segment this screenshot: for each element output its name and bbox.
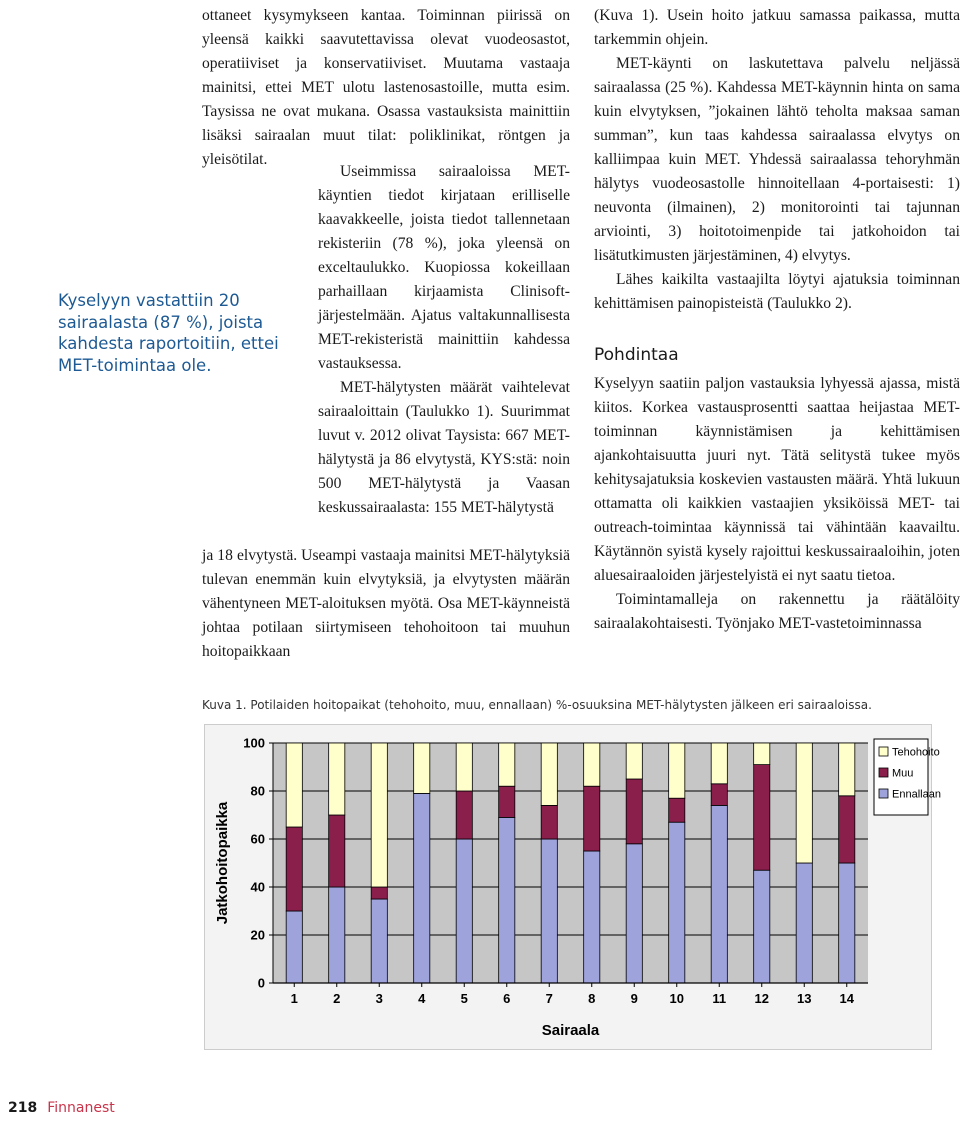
- bar-segment-ennallaan: [541, 839, 557, 983]
- bar-segment-ennallaan: [626, 844, 642, 983]
- bar-segment-ennallaan: [754, 870, 770, 983]
- y-tick-label: 40: [250, 879, 265, 895]
- bar-segment-muu: [541, 805, 557, 839]
- bar-segment-tehohoito: [754, 743, 770, 765]
- bar-segment-muu: [711, 784, 727, 806]
- page-footer: [8, 1100, 115, 1116]
- legend-swatch: [879, 747, 888, 756]
- paragraph: ottaneet kysymykseen kantaa. Toiminnan piirissä on yleensä kaikki saavutettavissa olevat vuodeosastot, operatiiviset ja konservatiiviset. Muutama vastaaja mainitsi, ettei MET ulotu lastenosastoille, mutta esim. Taysissa ne ovat mukana. Osassa vastauksista mainittiin lisäksi sairaalan muut tilat: poliklinikat, röntgen ja yleisötilat.: [202, 7, 570, 168]
- x-tick-label: 2: [333, 991, 341, 1006]
- bar-segment-muu: [456, 791, 472, 839]
- x-tick-label: 9: [630, 991, 638, 1006]
- bar-segment-tehohoito: [669, 743, 685, 798]
- x-tick-label: 12: [754, 991, 769, 1006]
- bar-segment-muu: [669, 798, 685, 822]
- legend-label: Tehohoito: [892, 746, 940, 759]
- paragraph: MET-käynti on laskutettava palvelu neljässä sairaalassa (25 %). Kahdessa MET-käynnin hinta on sama kuin elvytyksen, ”jokainen lähtö teholta maksaa saman summan”, kun taas kahdessa sairaalassa elvytys on kalliimpaa kuin MET. Yhdessä sairaalassa tehoryhmän hälytys vuodeosastolle hinnoitellaan 4-portaisesti: 1) neuvonta (ilmainen), 2) monitorointi tai tajunnan arviointi, 3) hoitotoimenpide tai jatkohoidon tai lisätutkimusten järjestäminen, 4) elvytys.: [594, 55, 960, 264]
- figure-caption: Kuva 1. Potilaiden hoitopaikat (tehohoito, muu, ennallaan) %-osuuksina MET-hälytysten jälkeen eri sairaaloissa.: [202, 698, 872, 712]
- bar-segment-tehohoito: [711, 743, 727, 784]
- x-tick-label: 11: [712, 991, 727, 1006]
- x-tick-label: 1: [290, 991, 298, 1006]
- bar-segment-muu: [286, 827, 302, 911]
- pull-quote: Kyselyyn vastattiin 20 sairaalasta (87 %), joista kahdesta raportoitiin, ettei MET-toimintaa ole.: [58, 291, 279, 375]
- chart-frame: [204, 724, 941, 1050]
- bar-segment-ennallaan: [711, 805, 727, 983]
- bar-segment-tehohoito: [626, 743, 642, 779]
- legend-label: Muu: [892, 767, 914, 780]
- bar-segment-tehohoito: [839, 743, 855, 796]
- bar-segment-tehohoito: [796, 743, 812, 863]
- y-axis-label: Jatkohoitopaikka: [214, 801, 231, 925]
- bar-segment-ennallaan: [456, 839, 472, 983]
- x-tick-label: 8: [588, 991, 596, 1006]
- legend-swatch: [879, 768, 888, 777]
- text-column-left-bottom: [202, 544, 570, 664]
- bar-segment-muu: [839, 796, 855, 863]
- bar-segment-ennallaan: [796, 863, 812, 983]
- x-tick-label: 5: [460, 991, 468, 1006]
- y-tick-label: 100: [243, 735, 265, 751]
- paragraph: Toimintamalleja on rakennettu ja räätälöity sairaalakohtaisesti. Työnjako MET-vastetoiminnassa: [594, 591, 960, 632]
- bar-segment-ennallaan: [286, 911, 302, 983]
- y-tick-label: 60: [250, 831, 265, 847]
- bar-segment-muu: [754, 765, 770, 871]
- paragraph: ja 18 elvytystä. Useampi vastaaja mainitsi MET-hälytyksiä tulevan enemmän kuin elvytyksiä, ja elvytysten määrän vähentyneen MET-aloituksen myötä. Osa MET-käynneistä johtaa potilaan siirtymiseen tehohoitoon tai muuhun hoitopaikkaan: [202, 547, 570, 660]
- bar-segment-ennallaan: [584, 851, 600, 983]
- legend-swatch: [879, 789, 888, 798]
- x-tick-label: 4: [418, 991, 426, 1006]
- text-column-right: [594, 4, 960, 636]
- y-tick-label: 0: [257, 975, 265, 991]
- bar-segment-tehohoito: [541, 743, 557, 805]
- bar-segment-muu: [371, 887, 387, 899]
- x-tick-label: 14: [839, 991, 854, 1006]
- x-axis-label: Sairaala: [541, 1022, 600, 1039]
- bar-segment-ennallaan: [669, 822, 685, 983]
- section-title: Pohdintaa: [594, 345, 679, 365]
- paragraph: Useimmissa sairaaloissa MET-käyntien tiedot kirjataan erilliselle kaavakkeelle, joista tiedot tallennetaan rekisteriin (78 %), joka yleensä on exceltaulukko. Kuopiossa kokeillaan parhaillaan kirjaamista Clinisoft-järjestelmään. Ajatus valtakunnallisesta MET-rekisteristä mainittiin kahdessa vastauksessa.: [318, 163, 570, 372]
- y-tick-label: 20: [250, 927, 265, 943]
- page-number: 218: [8, 1100, 38, 1116]
- bar-segment-ennallaan: [414, 793, 430, 983]
- bar-segment-muu: [584, 786, 600, 851]
- x-tick-label: 3: [375, 991, 383, 1006]
- x-tick-label: 7: [545, 991, 553, 1006]
- bar-segment-tehohoito: [286, 743, 302, 827]
- paragraph: Lähes kaikilta vastaajilta löytyi ajatuksia toiminnan kehittämisen painopisteistä (Taulukko 2).: [594, 271, 960, 312]
- paragraph: MET-hälytysten määrät vaihtelevat sairaaloittain (Taulukko 1). Suurimmat luvut v. 2012 olivat Taysista: 667 MET-hälytystä ja 86 elvytystä, KYS:stä: noin 500 MET-hälytystä ja Vaasan keskussairaalasta: 155 MET-hälytystä: [318, 379, 570, 516]
- text-column-left: [202, 4, 570, 172]
- x-tick-label: 13: [797, 991, 812, 1006]
- x-tick-label: 6: [503, 991, 511, 1006]
- text-column-left-inset: [318, 160, 570, 520]
- bar-segment-ennallaan: [371, 899, 387, 983]
- bar-segment-muu: [499, 786, 515, 817]
- stacked-bar-chart: [205, 725, 941, 1049]
- bar-segment-tehohoito: [371, 743, 387, 887]
- y-tick-label: 80: [250, 783, 265, 799]
- bar-segment-tehohoito: [329, 743, 345, 815]
- bar-segment-muu: [329, 815, 345, 887]
- bar-segment-muu: [626, 779, 642, 844]
- bar-segment-tehohoito: [499, 743, 515, 786]
- bar-segment-ennallaan: [329, 887, 345, 983]
- legend-label: Ennallaan: [892, 788, 941, 801]
- brand-name: Finnanest: [47, 1100, 115, 1116]
- bar-segment-ennallaan: [839, 863, 855, 983]
- paragraph: Kyselyyn saatiin paljon vastauksia lyhyessä ajassa, mistä kiitos. Korkea vastausprosentti saattaa heijastaa MET-toiminnan käynnistämisen ja kehittämisen ajankohtaisuutta juuri nyt. Tätä selitystä tukee myös kehitysajatuksia koskevien vastausten määrä. Yhtä lukuun ottamatta oli kaikkien vastaajien yksiköissä MET- tai outreach-toimintaa käynnissä tai vähintään kaavailtu. Käytännön syistä kysely rajoittui keskussairaaloihin, joten aluesairaaloiden järjestelyistä ei nyt saatu tietoa.: [594, 375, 960, 584]
- x-tick-label: 10: [669, 991, 684, 1006]
- bar-segment-tehohoito: [414, 743, 430, 793]
- paragraph: (Kuva 1). Usein hoito jatkuu samassa paikassa, mutta tarkemmin ohjein.: [594, 7, 960, 48]
- bar-segment-tehohoito: [456, 743, 472, 791]
- bar-segment-ennallaan: [499, 817, 515, 983]
- bar-segment-tehohoito: [584, 743, 600, 786]
- plot-area: [273, 743, 868, 983]
